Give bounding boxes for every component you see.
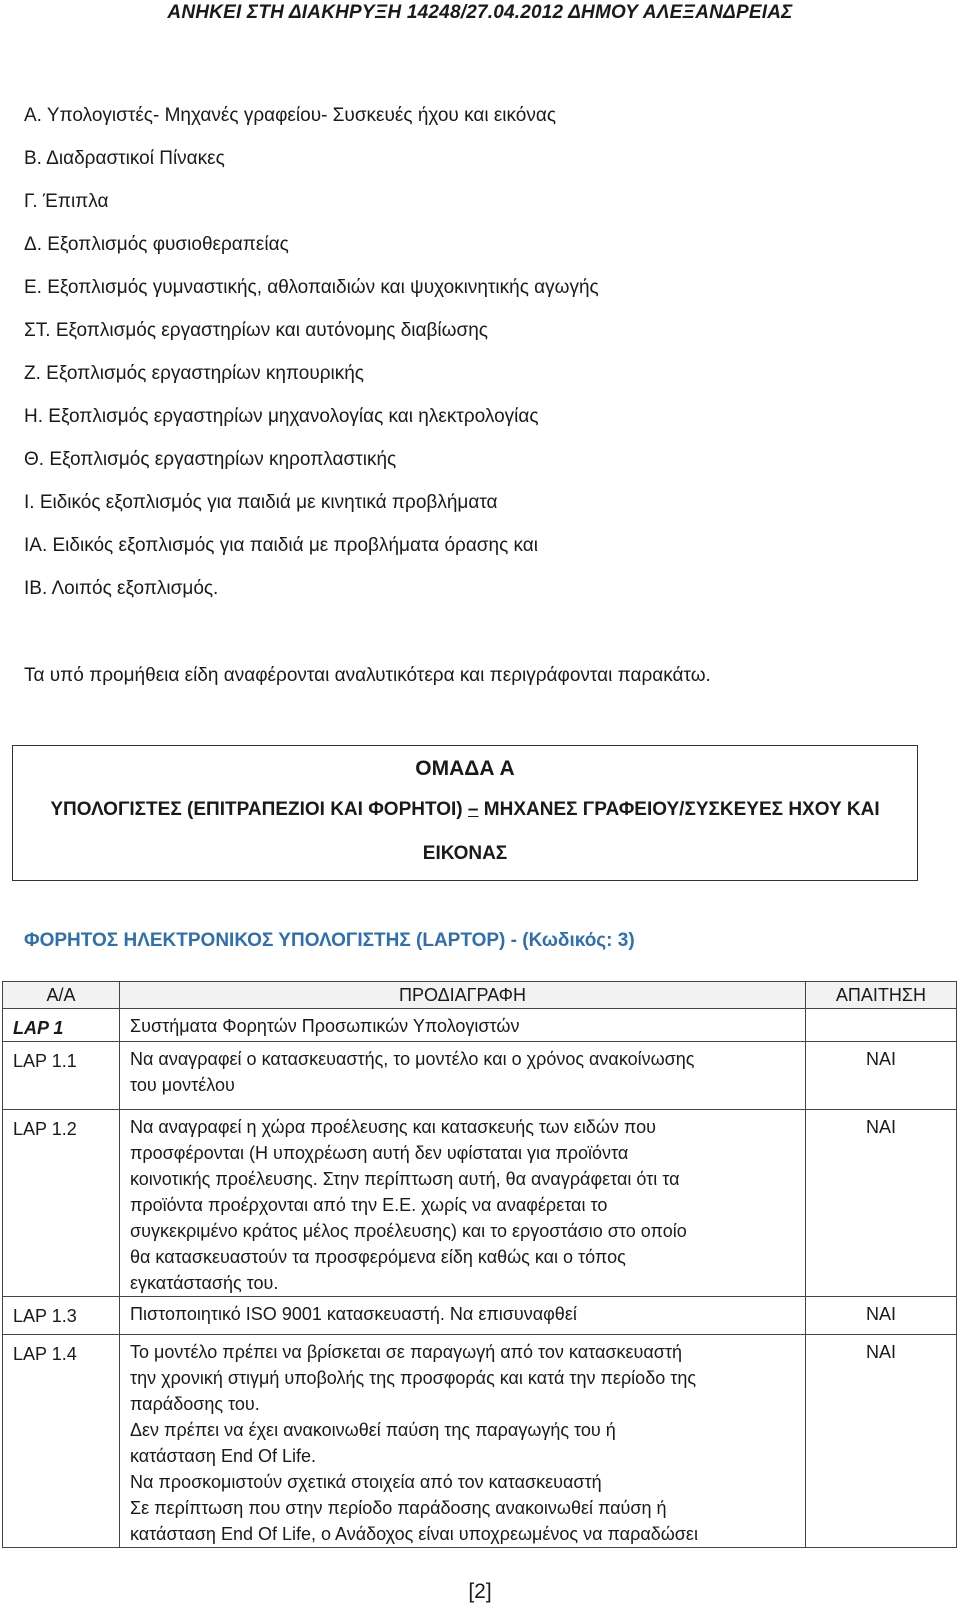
row-code: LAP 1.1 bbox=[3, 1042, 120, 1110]
header-requirement: ΑΠΑΙΤΗΣΗ bbox=[806, 982, 957, 1009]
category-item: Γ. Έπιπλα bbox=[24, 191, 109, 212]
spec-table bbox=[2, 981, 957, 1548]
row-requirement: ΝΑΙ bbox=[806, 1335, 957, 1548]
intro-paragraph: Τα υπό προμήθεια είδη αναφέρονται αναλυτικότερα και περιγράφονται παρακάτω. bbox=[24, 665, 711, 686]
description-line: εγκατάστασής του. bbox=[130, 1273, 279, 1293]
description-line: Να αναγραφεί ο κατασκευαστής, το μοντέλο και ο χρόνος ανακοίνωσης bbox=[130, 1049, 695, 1069]
table-header-row bbox=[3, 982, 957, 1009]
description-line: θα κατασκευαστούν τα προσφερόμενα είδη καθώς και ο τόπος bbox=[130, 1247, 626, 1267]
header-specification: ΠΡΟΔΙΑΓΡΑΦΗ bbox=[120, 982, 806, 1009]
table-row bbox=[3, 1110, 957, 1297]
description-line: συγκεκριμένο κράτος μέλος προέλευσης) και το εργοστάσιο στο οποίο bbox=[130, 1221, 687, 1241]
description-line: παράδοσης του. bbox=[130, 1394, 260, 1414]
row-code: LAP 1.4 bbox=[3, 1335, 120, 1548]
row-description bbox=[120, 1009, 806, 1042]
description-line: του μοντέλου bbox=[130, 1075, 235, 1095]
row-code: LAP 1.2 bbox=[3, 1110, 120, 1297]
category-item: Η. Εξοπλισμός εργαστηρίων μηχανολογίας και ηλεκτρολογίας bbox=[24, 406, 539, 427]
category-item: Ε. Εξοπλισμός γυμναστικής, αθλοπαιδιών και ψυχοκινητικής αγωγής bbox=[24, 277, 599, 298]
group-subtitle-dash: – bbox=[467, 799, 479, 820]
description-line: Συστήματα Φορητών Προσωπικών Υπολογιστών bbox=[130, 1016, 520, 1036]
group-subtitle bbox=[13, 788, 917, 876]
description-line: προϊόντα προέρχονται από την Ε.Ε. χωρίς να αναφέρεται το bbox=[130, 1195, 608, 1215]
description-line: Δεν πρέπει να έχει ανακοινωθεί παύση της παραγωγής του ή bbox=[130, 1420, 616, 1440]
category-item: Ι. Ειδικός εξοπλισμός για παιδιά με κινητικά προβλήματα bbox=[24, 492, 498, 513]
category-item: ΙΑ. Ειδικός εξοπλισμός για παιδιά με προβλήματα όρασης και bbox=[24, 535, 539, 556]
category-item: Θ. Εξοπλισμός εργαστηρίων κηροπλαστικής bbox=[24, 449, 397, 470]
header-aa: Α/Α bbox=[3, 982, 120, 1009]
description-line: Πιστοποιητικό ISO 9001 κατασκευαστή. Να επισυναφθεί bbox=[130, 1304, 577, 1324]
description-line: Το μοντέλο πρέπει να βρίσκεται σε παραγωγή από τον κατασκευαστή bbox=[130, 1342, 682, 1362]
table-body bbox=[3, 1009, 957, 1548]
row-code: LAP 1.3 bbox=[3, 1297, 120, 1335]
category-item: Δ. Εξοπλισμός φυσιοθεραπείας bbox=[24, 234, 289, 255]
group-title: ΟΜΑΔΑ Α bbox=[415, 757, 515, 780]
table-row bbox=[3, 1297, 957, 1335]
row-description bbox=[120, 1042, 806, 1110]
product-title: ΦΟΡΗΤΟΣ ΗΛΕΚΤΡΟΝΙΚΟΣ ΥΠΟΛΟΓΙΣΤΗΣ (LAPTOP) - (Κωδικός: 3) bbox=[24, 930, 635, 951]
category-item: Α. Υπολογιστές- Μηχανές γραφείου- Συσκευές ήχου και εικόνας bbox=[24, 105, 556, 126]
description-line: κοινοτικής προέλευσης. Στην περίπτωση αυτή, θα αναγράφεται ότι τα bbox=[130, 1169, 680, 1189]
page-number: [2] bbox=[468, 1580, 492, 1603]
description-line: Σε περίπτωση που στην περίοδο παράδοσης ανακοινωθεί παύση ή bbox=[130, 1498, 667, 1518]
row-requirement: ΝΑΙ bbox=[806, 1042, 957, 1110]
group-heading-box bbox=[12, 745, 918, 881]
page-header: ΑΝΗΚΕΙ ΣΤΗ ΔΙΑΚΗΡΥΞΗ 14248/27.04.2012 ΔΗΜΟΥ ΑΛΕΞΑΝΔΡΕΙΑΣ bbox=[167, 2, 793, 23]
description-line: την χρονική στιγμή υποβολής της προσφοράς και κατά την περίοδο της bbox=[130, 1368, 697, 1388]
description-line: κατάσταση End Of Life. bbox=[130, 1446, 316, 1466]
group-subtitle-part2: ΜΗΧΑΝΕΣ ΓΡΑΦΕΙΟΥ/ΣΥΣΚΕΥΕΣ ΗΧΟΥ ΚΑΙ ΕΙΚΟΝΑΣ bbox=[422, 799, 880, 864]
table-row bbox=[3, 1042, 957, 1110]
description-line: Να αναγραφεί η χώρα προέλευσης και κατασκευής των ειδών που bbox=[130, 1117, 656, 1137]
category-item: ΙΒ. Λοιπός εξοπλισμός. bbox=[24, 578, 219, 599]
category-item: Β. Διαδραστικοί Πίνακες bbox=[24, 148, 225, 169]
table-row bbox=[3, 1009, 957, 1042]
table-row bbox=[3, 1335, 957, 1548]
row-description bbox=[120, 1297, 806, 1335]
row-code: LAP 1 bbox=[3, 1009, 120, 1042]
description-line: Να προσκομιστούν σχετικά στοιχεία από τον κατασκευαστή bbox=[130, 1472, 602, 1492]
group-subtitle-part1: ΥΠΟΛΟΓΙΣΤΕΣ (ΕΠΙΤΡΑΠΕΖΙΟΙ ΚΑΙ ΦΟΡΗΤΟΙ) bbox=[50, 799, 468, 820]
row-requirement bbox=[806, 1009, 957, 1042]
row-requirement: ΝΑΙ bbox=[806, 1297, 957, 1335]
row-description bbox=[120, 1335, 806, 1548]
category-list bbox=[24, 102, 599, 618]
row-requirement: ΝΑΙ bbox=[806, 1110, 957, 1297]
description-line: κατάσταση End Of Life, ο Ανάδοχος είναι υποχρεωμένος να παραδώσει bbox=[130, 1524, 698, 1544]
category-item: ΣΤ. Εξοπλισμός εργαστηρίων και αυτόνομης διαβίωσης bbox=[24, 320, 488, 341]
row-description bbox=[120, 1110, 806, 1297]
category-item: Ζ. Εξοπλισμός εργαστηρίων κηπουρικής bbox=[24, 363, 364, 384]
description-line: προσφέρονται (Η υποχρέωση αυτή δεν υφίσταται για προϊόντα bbox=[130, 1143, 629, 1163]
